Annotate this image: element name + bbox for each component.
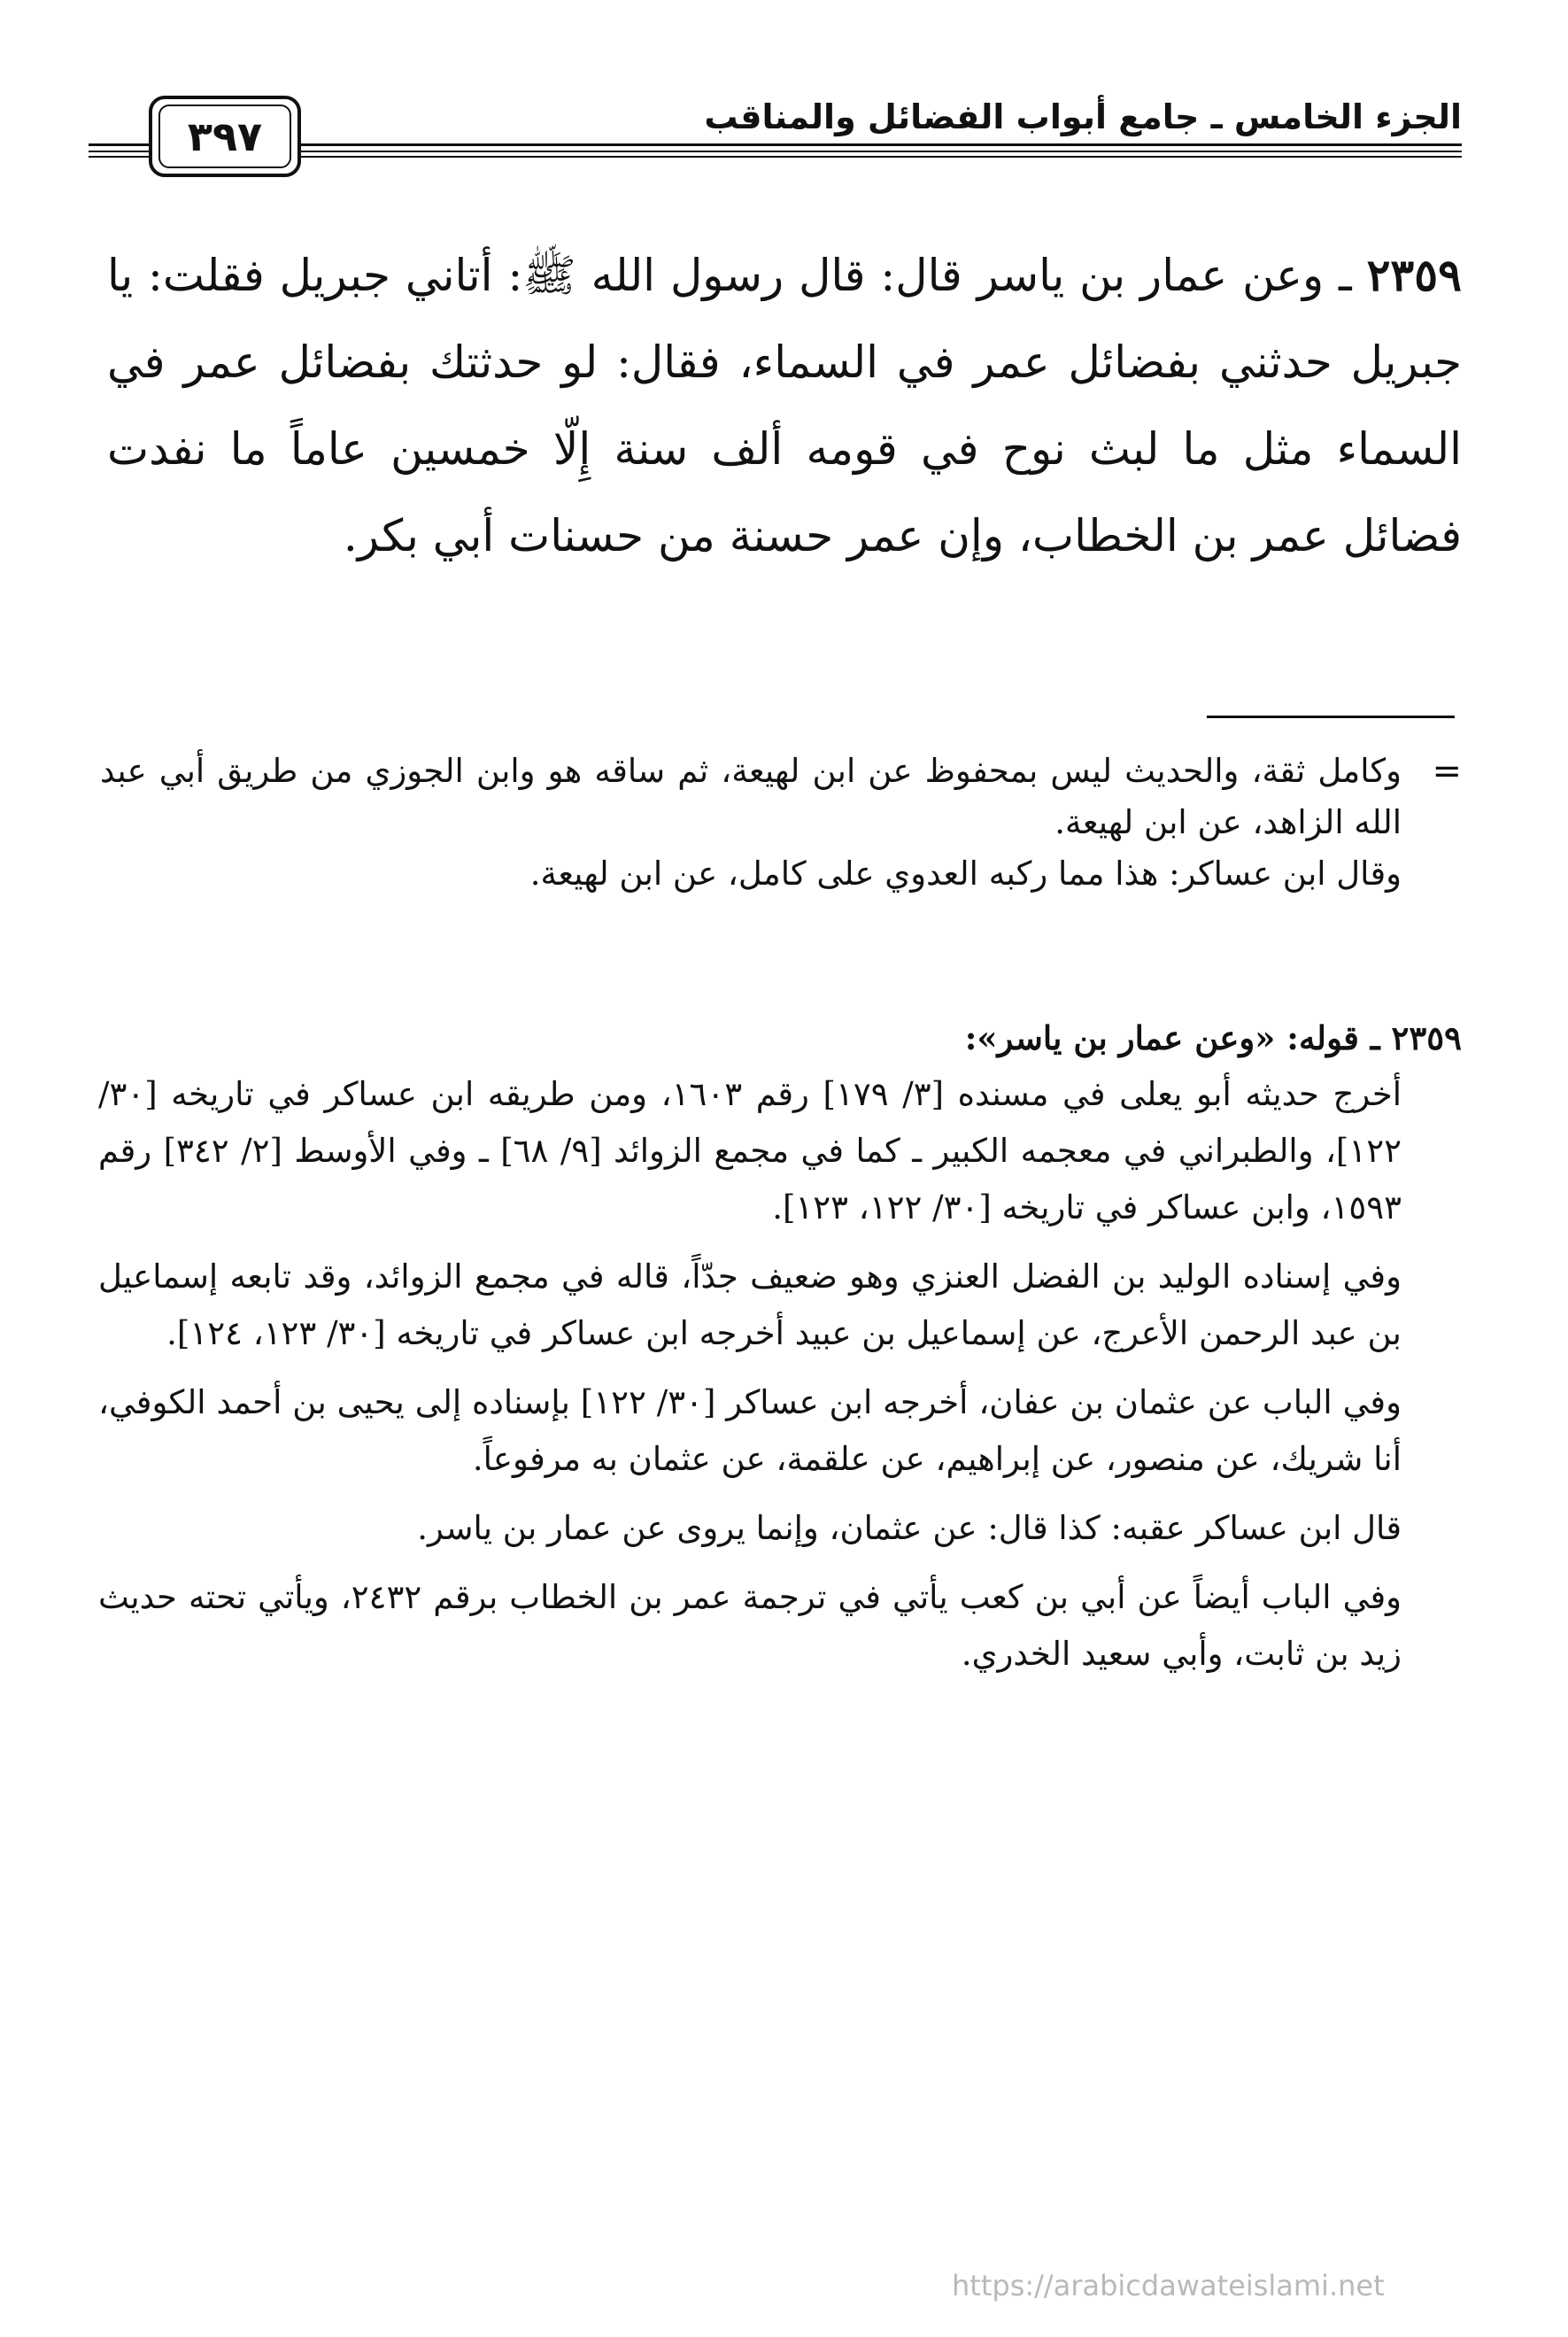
footnote-paragraph: أخرج حديثه أبو يعلى في مسنده [٣/ ١٧٩] رقم ١٦٠٣، ومن طريقه ابن عساكر في تاريخه [٣٠/ ١٢٢]، والطبراني في معجمه الكبير ـ كما في مجمع الزوائد [٩/ ٦٨] ـ وفي الأوسط [٢/ ٣٤٢] رقم ١٥٩٣، وابن عساكر في تاريخه [٣٠/ ١٢٢، ١٢٣].: [98, 1075, 1402, 1227]
footnote-paragraphs: [98, 1066, 1402, 1683]
page-number: ٣٩٧: [158, 104, 291, 168]
continuation-mark: =: [1432, 751, 1462, 792]
footnote-number: ٢٣٥٩: [1391, 1018, 1462, 1057]
footnote-2359: [98, 1010, 1462, 1695]
hadith-body: [107, 232, 1462, 579]
footnote-paragraph: قال ابن عساكر عقبه: كذا قال: عن عثمان، وإنما يروى عن عمار بن ياسر.: [417, 1509, 1402, 1547]
watermark-url: https://arabicdawateislami.net: [952, 2269, 1385, 2302]
running-header-title: الجزء الخامس ـ جامع أبواب الفضائل والمناقب: [704, 97, 1462, 136]
footnote-paragraph: وفي الباب عن عثمان بن عفان، أخرجه ابن عساكر [٣٠/ ١٢٢] بإسناده إلى يحيى بن أحمد الكوفي، أنا شريك، عن منصور، عن إبراهيم، عن علقمة، عن عثمان به مرفوعاً.: [98, 1383, 1402, 1478]
footnote-heading-text: ـ قوله: «وعن عمار بن ياسر»:: [964, 1018, 1380, 1057]
footnote-continuation: [100, 746, 1402, 900]
hadith-text: ـ وعن عمار بن ياسر قال: قال رسول الله ﷺ: أتاني جبريل فقلت: يا جبريل حدثني بفضائل عمر في السماء، فقال: لو حدثتك بفضائل عمر في السماء مثل ما لبث نوح في قومه ألف سنة إِلّا خمسين عاماً ما نفدت فضائل عمر بن الخطاب، وإن عمر حسنة من حسنات أبي بكر.: [107, 250, 1462, 561]
footnote-paragraph: وفي إسناده الوليد بن الفضل العنزي وهو ضعيف جدّاً، قاله في مجمع الزوائد، وقد تابعه إسماعيل بن عبد الرحمن الأعرج، عن إسماعيل بن عبيد أخرجه ابن عساكر في تاريخه [٣٠/ ١٢٣، ١٢٤].: [98, 1257, 1402, 1352]
hadith-number: ٢٣٥٩: [1366, 249, 1462, 301]
footnote-paragraph: وفي الباب أيضاً عن أبي بن كعب يأتي في ترجمة عمر بن الخطاب برقم ٢٤٣٢، ويأتي تحته حديث زيد بن ثابت، وأبي سعيد الخدري.: [98, 1578, 1402, 1673]
footnote-paragraph: وكامل ثقة، والحديث ليس بمحفوظ عن ابن لهيعة، ثم ساقه هو وابن الجوزي من طريق أبي عبد الله الزاهد، عن ابن لهيعة.: [100, 752, 1402, 841]
footnote-paragraph: وقال ابن عساكر: هذا مما ركبه العدوي على كامل، عن ابن لهيعة.: [529, 855, 1402, 893]
footnote-heading: [98, 1010, 1462, 1066]
page-number-box: [149, 96, 301, 177]
footnote-separator: [1207, 716, 1455, 718]
